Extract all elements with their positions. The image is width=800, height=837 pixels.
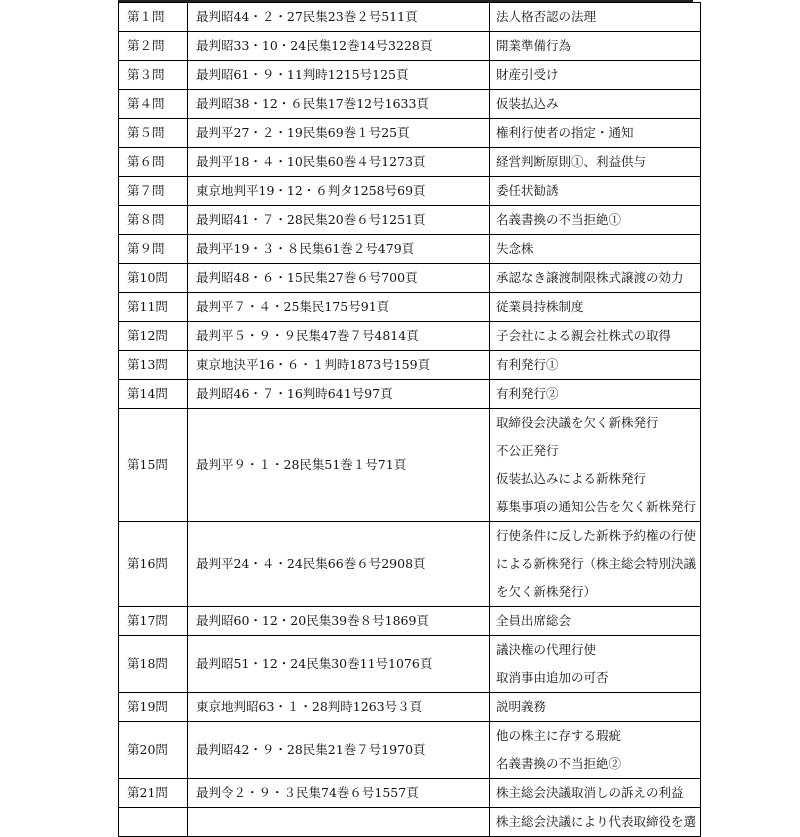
question-number: 第８問 xyxy=(119,206,188,235)
question-number: 第11問 xyxy=(119,293,188,322)
case-citation: 東京地判平19・12・６判タ1258号69頁 xyxy=(188,177,490,206)
question-number: 第10問 xyxy=(119,264,188,293)
topic-cell xyxy=(490,177,701,206)
topic-cell xyxy=(490,607,701,636)
topic-cell xyxy=(490,3,701,32)
question-number: 第３問 xyxy=(119,61,188,90)
table-row xyxy=(119,3,701,32)
topic-cell xyxy=(490,148,701,177)
topic-line: 財産引受け xyxy=(496,67,559,82)
topic-line: 開業準備行為 xyxy=(496,38,572,53)
question-number: 第16問 xyxy=(119,522,188,607)
topic-line: 議決権の代理行使 xyxy=(496,642,597,657)
topic-line: 全員出席総会 xyxy=(496,613,572,628)
topic-cell xyxy=(490,61,701,90)
topic-line: 法人格否認の法理 xyxy=(496,9,597,24)
question-number: 第６問 xyxy=(119,148,188,177)
case-citation: 最判昭46・７・16判時641号97頁 xyxy=(188,380,490,409)
table-row xyxy=(119,779,701,808)
table-row xyxy=(119,264,701,293)
topic-line: 経営判断原則①、利益供与 xyxy=(496,154,647,169)
table-row xyxy=(119,61,701,90)
question-number: 第12問 xyxy=(119,322,188,351)
topic-cell xyxy=(490,322,701,351)
question-number: 第17問 xyxy=(119,607,188,636)
topic-line: 仮装払込みによる新株発行 xyxy=(496,471,647,486)
topic-line: 説明義務 xyxy=(496,699,547,714)
topic-cell xyxy=(490,380,701,409)
question-number: 第18問 xyxy=(119,636,188,693)
table-row xyxy=(119,206,701,235)
question-number: 第20問 xyxy=(119,722,188,779)
table-row xyxy=(119,119,701,148)
question-number: 第５問 xyxy=(119,119,188,148)
case-citation: 最判平７・４・25集民175号91頁 xyxy=(188,293,490,322)
table-row xyxy=(119,177,701,206)
topic-line: 権利行使者の指定・通知 xyxy=(496,125,634,140)
topic-line: 募集事項の通知公告を欠く新株発行 xyxy=(496,499,697,514)
topic-line: を欠く新株発行） xyxy=(496,584,597,599)
topic-line: 他の株主に存する瑕疵 xyxy=(496,728,622,743)
topic-cell xyxy=(490,264,701,293)
case-table-body xyxy=(119,3,701,837)
table-row xyxy=(119,722,701,779)
topic-line: 委任状勧誘 xyxy=(496,183,559,198)
topic-cell xyxy=(490,119,701,148)
case-citation: 東京地判昭63・１・28判時1263号３頁 xyxy=(188,693,490,722)
topic-line: 行使条件に反した新株予約権の行使 xyxy=(496,528,697,543)
table-row xyxy=(119,235,701,264)
case-citation: 最判平５・９・９民集47巻７号4814頁 xyxy=(188,322,490,351)
case-citation xyxy=(188,808,490,837)
case-citation: 最判昭48・６・15民集27巻６号700頁 xyxy=(188,264,490,293)
question-number: 第９問 xyxy=(119,235,188,264)
topic-cell xyxy=(490,722,701,779)
table-row xyxy=(119,351,701,380)
case-citation: 最判昭41・７・28民集20巻６号1251頁 xyxy=(188,206,490,235)
table-row xyxy=(119,808,701,837)
question-number: 第７問 xyxy=(119,177,188,206)
topic-line: 取締役会決議を欠く新株発行 xyxy=(496,415,659,430)
topic-cell xyxy=(490,779,701,808)
table-row xyxy=(119,693,701,722)
case-citation: 最判昭51・12・24民集30巻11号1076頁 xyxy=(188,636,490,693)
topic-line: 株主総会決議取消しの訴えの利益 xyxy=(496,785,684,800)
table-row xyxy=(119,522,701,607)
topic-line: 従業員持株制度 xyxy=(496,299,584,314)
topic-line: 有利発行① xyxy=(496,357,559,372)
question-number: 第14問 xyxy=(119,380,188,409)
table-row xyxy=(119,409,701,522)
topic-cell xyxy=(490,808,701,837)
topic-cell xyxy=(490,693,701,722)
case-citation: 最判昭33・10・24民集12巻14号3228頁 xyxy=(188,32,490,61)
topic-line: による新株発行（株主総会特別決議 xyxy=(496,556,697,571)
case-citation: 最判平19・３・８民集61巻２号479頁 xyxy=(188,235,490,264)
topic-cell xyxy=(490,522,701,607)
question-number: 第４問 xyxy=(119,90,188,119)
topic-line: 株主総会決議により代表取締役を選 xyxy=(496,814,697,829)
topic-cell xyxy=(490,235,701,264)
question-number xyxy=(119,808,188,837)
case-citation: 最判昭38・12・６民集17巻12号1633頁 xyxy=(188,90,490,119)
case-citation: 東京地決平16・６・１判時1873号159頁 xyxy=(188,351,490,380)
topic-line: 不公正発行 xyxy=(496,443,559,458)
case-table xyxy=(118,2,701,837)
question-number: 第２問 xyxy=(119,32,188,61)
table-row xyxy=(119,380,701,409)
table-row xyxy=(119,636,701,693)
question-number: 第15問 xyxy=(119,409,188,522)
topic-line: 有利発行② xyxy=(496,386,559,401)
table-row xyxy=(119,32,701,61)
case-citation: 最判昭61・９・11判時1215号125頁 xyxy=(188,61,490,90)
table-row xyxy=(119,148,701,177)
question-number: 第１問 xyxy=(119,3,188,32)
table-row xyxy=(119,607,701,636)
question-number: 第19問 xyxy=(119,693,188,722)
case-citation: 最判昭60・12・20民集39巻８号1869頁 xyxy=(188,607,490,636)
case-citation: 最判昭42・９・28民集21巻７号1970頁 xyxy=(188,722,490,779)
topic-cell xyxy=(490,351,701,380)
question-number: 第21問 xyxy=(119,779,188,808)
topic-cell xyxy=(490,32,701,61)
topic-cell xyxy=(490,206,701,235)
topic-cell xyxy=(490,636,701,693)
case-citation: 最判平24・４・24民集66巻６号2908頁 xyxy=(188,522,490,607)
topic-cell xyxy=(490,293,701,322)
case-citation: 最判令２・９・３民集74巻６号1557頁 xyxy=(188,779,490,808)
topic-line: 名義書換の不当拒絶② xyxy=(496,756,622,771)
table-row xyxy=(119,293,701,322)
topic-line: 名義書換の不当拒絶① xyxy=(496,212,622,227)
table-row xyxy=(119,322,701,351)
topic-line: 取消事由追加の可否 xyxy=(496,670,609,685)
question-number: 第13問 xyxy=(119,351,188,380)
topic-cell xyxy=(490,409,701,522)
case-citation: 最判平27・２・19民集69巻１号25頁 xyxy=(188,119,490,148)
table-row xyxy=(119,90,701,119)
topic-line: 失念株 xyxy=(496,241,534,256)
topic-line: 承認なき譲渡制限株式譲渡の効力 xyxy=(496,270,684,285)
case-citation: 最判平９・１・28民集51巻１号71頁 xyxy=(188,409,490,522)
topic-line: 子会社による親会社株式の取得 xyxy=(496,328,672,343)
topic-cell xyxy=(490,90,701,119)
topic-line: 仮装払込み xyxy=(496,96,559,111)
case-citation: 最判平18・４・10民集60巻４号1273頁 xyxy=(188,148,490,177)
case-citation: 最判昭44・２・27民集23巻２号511頁 xyxy=(188,3,490,32)
